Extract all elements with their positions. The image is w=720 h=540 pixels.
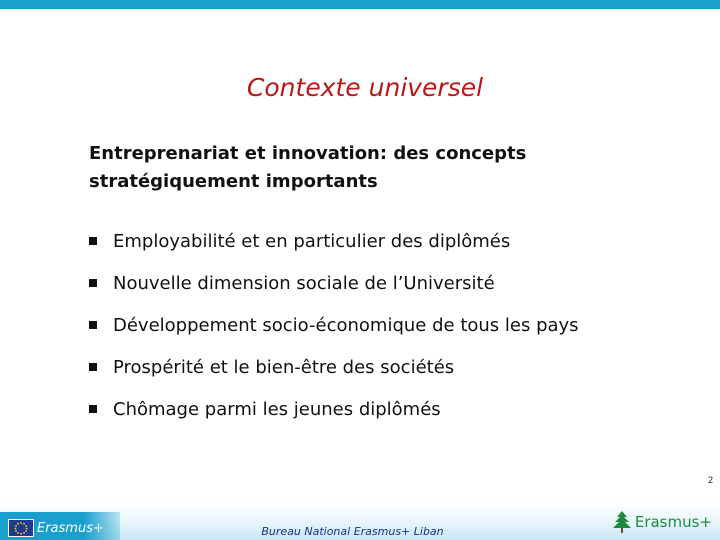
- footer-center-text: Bureau National Erasmus+ Liban: [261, 525, 444, 538]
- bullet-text: Développement socio-économique de tous les pays: [113, 315, 579, 336]
- footer: [0, 490, 720, 540]
- bullet-item: [89, 270, 699, 312]
- cedar-tree-icon: [611, 510, 633, 534]
- bullet-text: Employabilité et en particulier des diplômés: [113, 231, 511, 252]
- footer-brand-left: Erasmus+: [37, 521, 104, 536]
- erasmus-logo: [611, 508, 712, 536]
- bullet-item: [89, 396, 699, 438]
- square-bullet-icon: [89, 237, 97, 245]
- bullet-text: Prospérité et le bien-être des sociétés: [113, 357, 455, 378]
- bullet-item: [89, 228, 699, 270]
- square-bullet-icon: [89, 279, 97, 287]
- bullet-text: Nouvelle dimension sociale de l’Université: [113, 273, 495, 294]
- slide-title: Contexte universel: [246, 73, 484, 102]
- slide-subtitle: Entreprenariat et innovation: des concepts stratégiquement importants: [89, 143, 527, 192]
- bullet-item: [89, 312, 699, 354]
- top-accent-bar: [0, 0, 720, 9]
- bullet-list: [89, 228, 699, 438]
- square-bullet-icon: [89, 405, 97, 413]
- square-bullet-icon: [89, 321, 97, 329]
- page-number: 2: [707, 475, 713, 485]
- bullet-item: [89, 354, 699, 396]
- footer-brand-right: Erasmus+: [634, 513, 712, 531]
- bullet-text: Chômage parmi les jeunes diplômés: [113, 399, 441, 420]
- square-bullet-icon: [89, 363, 97, 371]
